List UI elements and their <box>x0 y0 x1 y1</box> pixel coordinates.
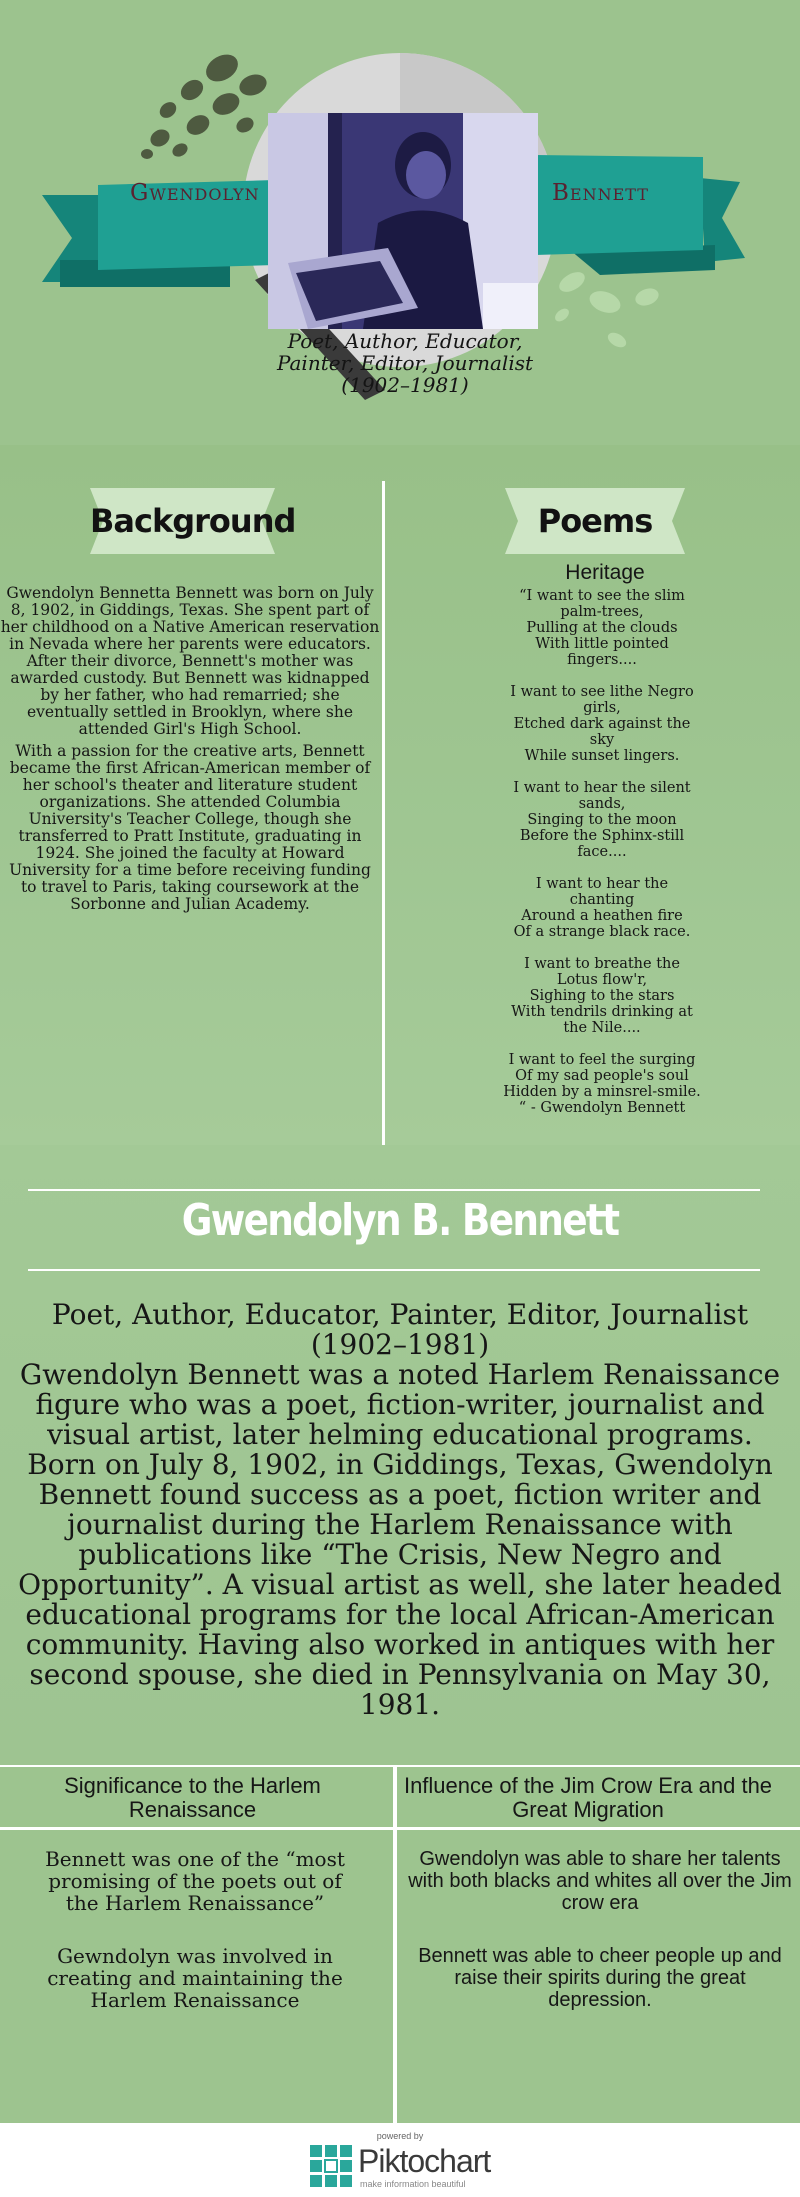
background-banner <box>90 488 296 554</box>
header-subtitle: Poet, Author, Educator, Painter, Editor, Journalist (1902–1981) <box>276 329 534 397</box>
bio-bottom-rule <box>28 1269 760 1271</box>
significance-point-1: Bennett was one of the “most promising of the poets out of the Harlem Renaissance” <box>45 1847 345 1915</box>
influence-heading: Influence of the Jim Crow Era and the Great Migration <box>403 1773 773 1822</box>
background-poems-section <box>0 445 800 1145</box>
header-section <box>0 0 800 445</box>
significance-influence-section <box>0 1765 800 2123</box>
section-header-rule <box>0 1827 800 1830</box>
piktochart-tagline: make information beautiful <box>360 2179 466 2189</box>
leaves-icon <box>553 268 661 350</box>
background-paragraph-2: With a passion for the creative arts, Bennett became the first African-American member of her school's theater and literature student organizations. She attended Columbia University's Teacher College, though she transferred to Pratt Institute, graduating in 1924. She joined the faculty at Howard University for a time before receiving funding to travel to Paris, taking coursework at the Sorbonne and Julian Academy. <box>9 742 371 913</box>
powered-by-text: powered by <box>376 2131 424 2141</box>
poems-heading: Poems <box>537 502 653 540</box>
section-top-rule <box>0 1765 800 1767</box>
bio-body: Gwendolyn Bennett was a noted Harlem Renaissance figure who was a poet, fiction-writer, journalist and visual artist, later helming educational programs. Born on July 8, 1902, in Giddings, Texas, Gwendolyn Bennett found success as a poet, fiction writer and journalist during the Harlem Renaissance with publications like “The Crisis, New Negro and Opportunity”. A visual artist as well, she later headed educational programs for the local African-American community. Having also worked in antiques with her second spouse, she died in Pennsylvania on May 30, 1981. <box>18 1358 782 1721</box>
significance-point-2: Gewndolyn was involved in creating and maintaining the Harlem Renaissance <box>47 1944 343 2012</box>
ribbon-right <box>535 155 745 275</box>
bio-title: Gwendolyn B. Bennett <box>181 1195 619 1246</box>
ribbon-left-text: Gwendolyn <box>130 180 260 206</box>
coffee-beans-icon <box>141 49 270 159</box>
background-heading: Background <box>90 502 296 540</box>
influence-point-2: Bennett was able to cheer people up and raise their spirits during the great depression. <box>418 1945 782 2011</box>
poem-title: Heritage <box>565 561 645 584</box>
significance-heading: Significance to the Harlem Renaissance <box>64 1773 321 1822</box>
piktochart-logo-icon[interactable] <box>310 2145 352 2187</box>
poem-text: “I want to see the slim palm-trees, Pulling at the clouds With little pointed fingers.... I want to see lithe Negro girls, Etched dark against the sky While sunset lingers. I want to hear the silent sands, Singing to the moon Before the Sphinx-still face.... I want to hear the chanting Around a heathen fire Of a strange black race. I want to breathe the Lotus flow'r, Sighing to the stars With tendrils drinking at the Nile.... I want to feel the surging Of my sad people's soul Hidden by a minsrel-smile. “ - Gwendolyn Bennett <box>503 588 701 1116</box>
ribbon-right-text: Bennett <box>552 180 649 206</box>
bio-section <box>0 1145 800 1765</box>
footer <box>0 2123 800 2197</box>
background-paragraph-1: Gwendolyn Bennetta Bennett was born on July 8, 1902, in Giddings, Texas. She spent part of her childhood on a Native American reservation in Nevada where her parents were educators. After their divorce, Bennett's mother was awarded custody. But Bennett was kidnapped by her father, who had remarried; she eventually settled in Brooklyn, where she attended Girl's High School. <box>0 584 380 738</box>
bio-top-rule <box>28 1189 760 1191</box>
bio-lead: Poet, Author, Educator, Painter, Editor, Journalist (1902–1981) <box>51 1298 749 1361</box>
portrait-photo <box>268 113 538 329</box>
column-divider <box>382 481 385 1146</box>
influence-point-1: Gwendolyn was able to share her talents with both blacks and whites all over the Jim crow era <box>408 1848 792 1914</box>
piktochart-brand[interactable]: Piktochart <box>358 2143 491 2179</box>
poems-banner <box>505 488 685 554</box>
